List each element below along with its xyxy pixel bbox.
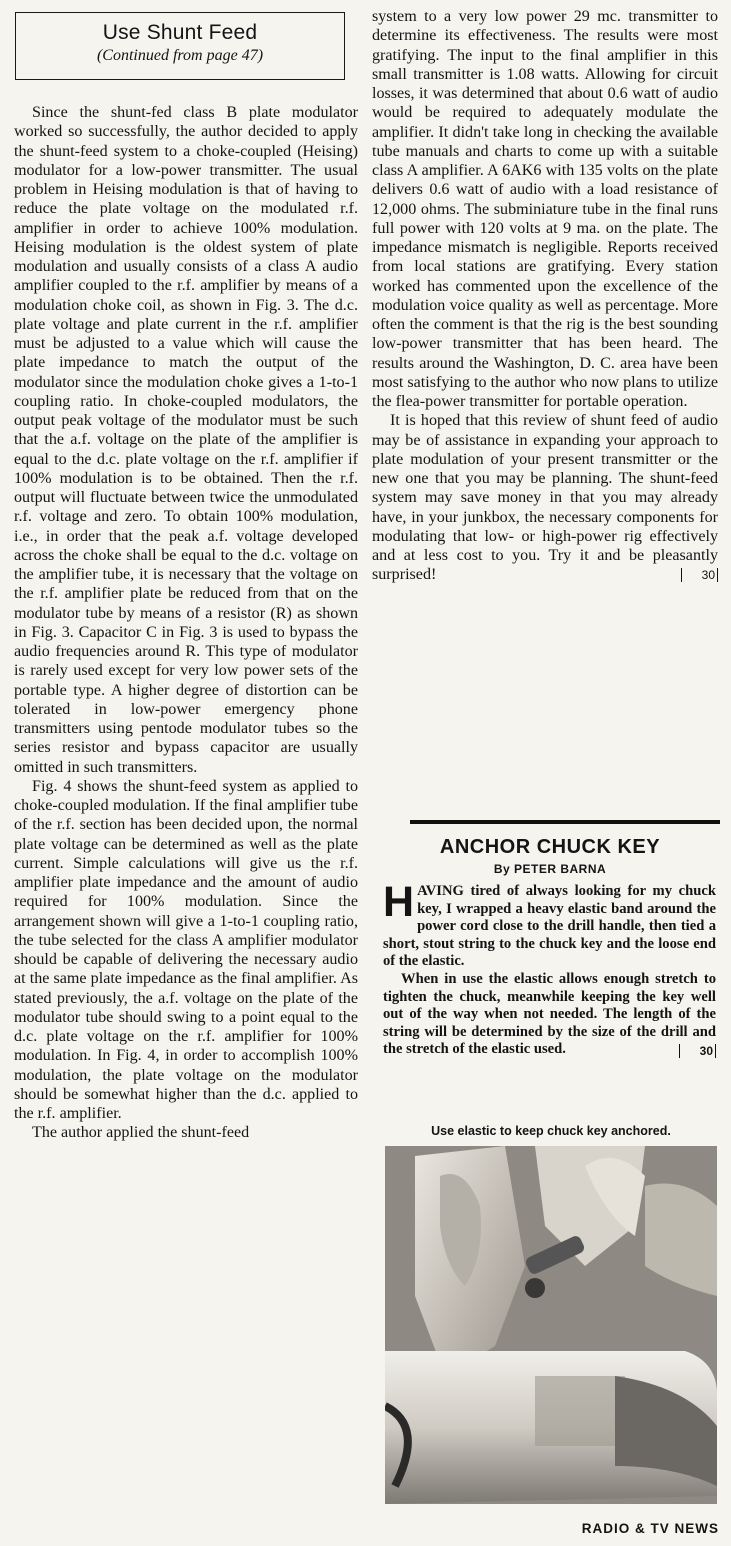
drill-photo xyxy=(385,1146,717,1504)
sidebar-paragraph-text: AVING tired of always looking for my chuck key, I wrapped a heavy elastic band around the power cord close to the drill handle, then tied a short, stout string to the chuck key and the loose end of the elastic. xyxy=(383,883,716,970)
closing-paragraph-text: It is hoped that this review of shunt feed of audio may be of assistance in expanding your approach to plate modulation of your present transmitter or the new one that you may be planning. The shunt-feed system may save money in that you may already have, in your junkbox, the necessary components for modulating that low- or high-power rig effectively and at less cost to you. Try it and be pleasantly surprised! xyxy=(372,412,718,584)
motor-vent-panel xyxy=(535,1376,625,1446)
sidebar-title: ANCHOR CHUCK KEY xyxy=(439,836,661,858)
sidebar-body xyxy=(383,878,716,1059)
sidebar-paragraph-text: When in use the elastic allows enough stretch to tighten the chuck, meanwhile keeping the key well out of the way when not needed. The length of the string will be determined by the size of the drill and the stretch of the elastic used. xyxy=(383,970,716,1058)
sidebar-paragraph xyxy=(383,971,716,1059)
article-title: Use Shunt Feed xyxy=(102,21,258,44)
article-paragraph: The author applied the shunt-feed xyxy=(32,1124,250,1142)
article-paragraph: Fig. 4 shows the shunt-feed system as applied to choke-coupled modulation. If the final amplifier tube of the r.f. section has been decided upon, the normal plate voltage can be determined as well as the plate current. Simple calculations will give us the r.f. amplifier plate impedance and the amount of audio required for 100% modulation. Since the arrangement shown will give a 1-to-1 coupling ratio, the tube selected for the class A amplifier modulator should be capable of delivering the necessary audio at the same plate impedance as the final amplifier. As stated previously, the a.f. voltage on the plate of the modulator tube should swing to a point equal to the d.c. plate voltage on the r.f. amplifier for 100% modulation. In Fig. 4, in order to accomplish 100% modulation, the plate voltage on the modulator should be somewhat higher than the d.c. applied to the r.f. amplifier. xyxy=(14,777,358,1122)
drop-cap: H xyxy=(383,878,415,926)
drill-photo-illustration xyxy=(385,1146,717,1504)
chuck-shape xyxy=(525,1278,545,1298)
sidebar-paragraph xyxy=(383,878,716,971)
sidebar-top-rule xyxy=(410,820,720,824)
article-paragraph xyxy=(372,411,718,584)
sidebar-byline: By PETER BARNA xyxy=(493,862,607,876)
photo-caption: Use elastic to keep chuck key anchored. xyxy=(431,1124,671,1138)
article-paragraph: system to a very low power 29 mc. transmitter to determine its effectiveness. The results were most gratifying. The input to the final amplifier in this small transmitter is 1.08 watts. Allowing for circuit losses, it was determined that about 0.6 watt of audio would be required to adequately modulate the amplifier. It didn't take long in checking the available tube manuals and charts to come up with a suitable class A amplifier. A 6AK6 with 135 volts on the plate delivers 0.6 watt of audio with a load resistance of 12,000 ohms. The subminiature tube in the final runs full power with 120 volts at 9 ma. on the plate. The impedance mismatch is negligible. Reports received from local stations are gratifying. Every station worked has commented upon the excellence of the modulation voice quality as well as percentage. More often the comment is that the rig is the best sounding low-power transmitter that has been heard. The results around the Washington, D. C. area have been most satisfying to the author who now plans to utilize the flea-power transmitter for portable operation. xyxy=(372,8,718,410)
article-paragraph: Since the shunt-fed class B plate modulator worked so successfully, the author decided to apply the shunt-feed system to a choke-coupled (Heising) modulator for a low-power transmitter. The usual problem in Heising modulation is that of having to reduce the plate voltage on the modulated r.f. amplifier in order to achieve 100% modulation. Heising modulation is the oldest system of plate modulation and usually consists of a class A audio amplifier coupled to the r.f. amplifier by means of a modulation choke coil, as shown in Fig. 3. The d.c. plate voltage and plate current in the r.f. amplifier must be adjusted to a value which will cause the plate impedance to match the output of the modulator since the modulation choke gives a 1-to-1 coupling ratio. In choke-coupled modulators, the output peak voltage of the modulator must be such that the a.f. voltage on the plate of the amplifier is equal to the d.c. plate voltage on the r.f. amplifier if 100% modulation is to be obtained. Then the r.f. output will fluctuate between twice the unmodulated r.f. voltage and zero. To obtain 100% modulation, i.e., in order that the peak a.f. voltage developed across the choke shall be equal to the d.c. voltage on the amplifier tube, it is necessary that the voltage on the r.f. amplifier plate be reduced from that on the modulator tube by means of a resistor (R) as shown in Fig. 3. Capacitor C in Fig. 3 is used to bypass the audio frequencies around R. This type of modulator is rarely used except for very low power sets of the portable type. A higher degree of distortion can be tolerated in low-power emergency phone transmitters using pentode modulator tubes so the series resistor and bypass capacitor are usually omitted in such transmitters. xyxy=(14,104,358,776)
left-column xyxy=(14,103,358,1143)
continued-from-note: (Continued from page 47) xyxy=(96,47,264,64)
end-of-sidebar-mark: 30 xyxy=(679,1044,716,1058)
continuation-heading-box xyxy=(15,12,345,80)
publication-footer: RADIO & TV NEWS xyxy=(581,1521,719,1536)
end-of-article-mark: 30 xyxy=(681,568,718,582)
right-column xyxy=(372,7,718,585)
